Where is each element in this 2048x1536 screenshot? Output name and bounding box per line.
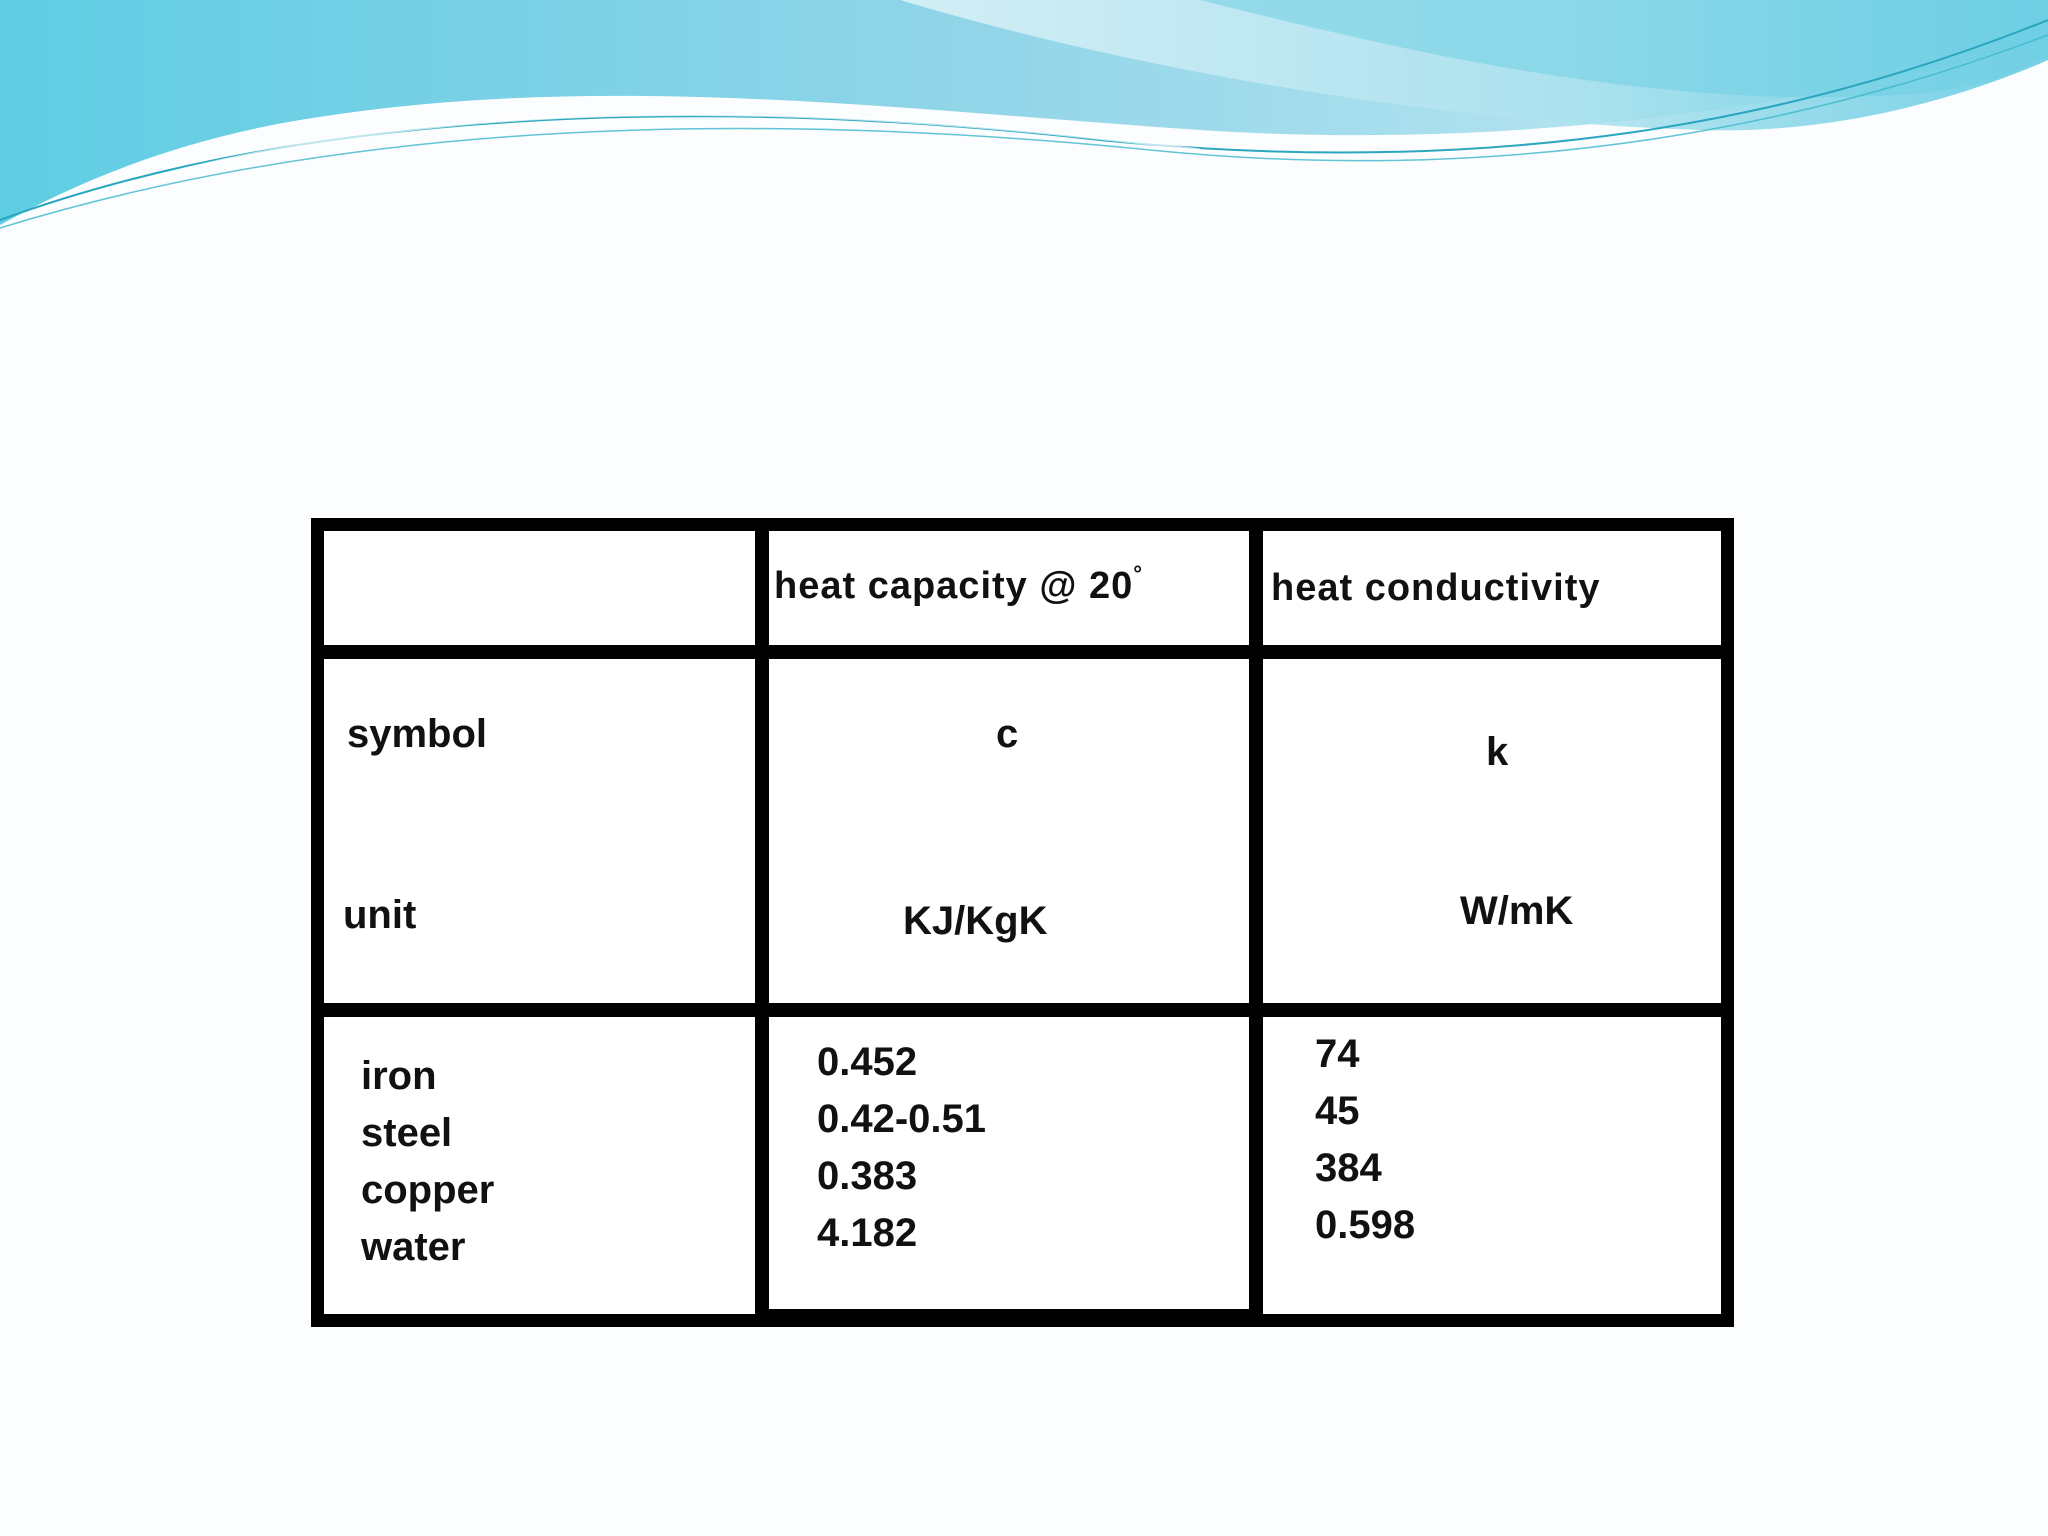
capacity-meta-cell — [769, 659, 1249, 1003]
list-item: 0.452 — [817, 1040, 918, 1084]
capacity-unit: KJ/KgK — [903, 899, 1048, 943]
list-item: steel — [361, 1111, 453, 1155]
heat-conductivity-list — [1315, 1026, 1415, 1254]
heat-conductivity-values-cell — [1263, 1017, 1721, 1314]
list-item: 45 — [1315, 1089, 1360, 1133]
material-list — [361, 1048, 494, 1276]
list-item: 0.598 — [1315, 1203, 1416, 1247]
heat-capacity-values-cell — [769, 1017, 1249, 1309]
list-item: copper — [361, 1168, 495, 1212]
unit-label: unit — [343, 893, 417, 937]
heat-conductivity-header: heat conductivity — [1271, 567, 1601, 609]
header-cell-empty — [324, 531, 755, 645]
header-cell-heat-conductivity — [1263, 531, 1721, 645]
conductivity-unit: W/mK — [1460, 889, 1574, 933]
symbol-label: symbol — [347, 712, 488, 756]
decorative-wave-banner — [0, 0, 2048, 240]
materials-table — [311, 518, 1734, 1327]
list-item: 384 — [1315, 1146, 1382, 1190]
meta-label-cell — [324, 659, 755, 1003]
conductivity-meta-cell — [1263, 659, 1721, 1003]
header-cell-heat-capacity — [769, 531, 1249, 645]
heat-capacity-header: heat capacity @ 20° — [774, 561, 1144, 607]
list-item: 0.383 — [817, 1154, 918, 1198]
list-item: water — [361, 1225, 466, 1269]
list-item: 74 — [1315, 1032, 1360, 1076]
capacity-symbol: c — [996, 712, 1019, 756]
list-item: 0.42-0.51 — [817, 1097, 987, 1141]
conductivity-symbol: k — [1486, 730, 1509, 774]
list-item: iron — [361, 1054, 437, 1098]
list-item: 4.182 — [817, 1211, 918, 1255]
heat-capacity-list — [817, 1034, 986, 1262]
materials-cell — [324, 1017, 755, 1314]
